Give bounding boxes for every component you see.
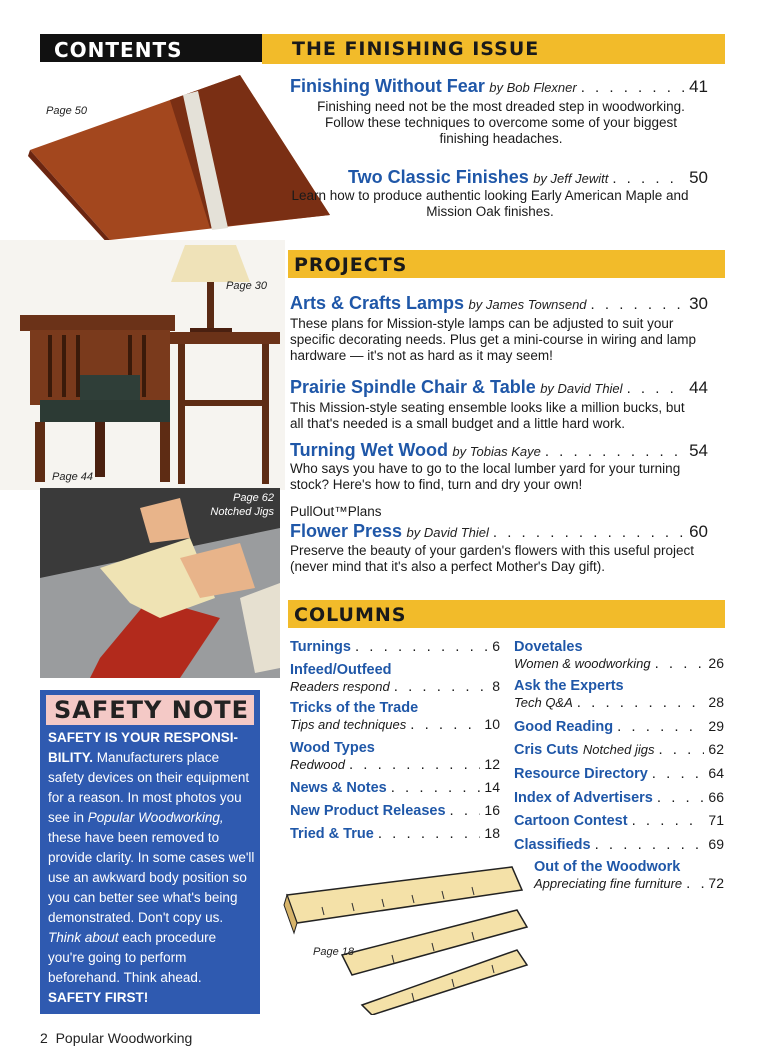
column-page: 66 (708, 789, 724, 805)
article-desc: Who says you have to go to the local lumber yard for your turning stock? Here's how to find, turn and dry your own! (290, 461, 681, 492)
column-subtitle: Notched jigs (582, 742, 655, 757)
magazine-name: Popular Woodworking (55, 1030, 193, 1046)
contents-bar (40, 34, 262, 62)
article-page: 44 (689, 378, 708, 397)
column-page: 14 (484, 779, 500, 795)
article-author: by David Thiel (406, 525, 489, 540)
column-cartoon-contest[interactable] (514, 812, 724, 829)
column-page: 16 (484, 802, 500, 818)
column-page: 72 (708, 875, 724, 891)
article-page: 54 (689, 441, 708, 460)
safety-note-text (48, 728, 256, 1008)
article-prairie-spindle-chair[interactable] (290, 377, 708, 398)
contents-label: CONTENTS (54, 38, 183, 62)
column-tried-true[interactable] (290, 825, 500, 842)
page-footer (40, 1030, 192, 1046)
column-page: 26 (708, 655, 724, 671)
article-desc: These plans for Mission-style lamps can be adjusted to suit your specific decorating needs. Plus get a mini-course in wiring and lamp hardware — it's not as hard as it may seem! (290, 316, 696, 363)
column-classifieds[interactable] (514, 836, 724, 853)
issue-label: THE FINISHING ISSUE (292, 38, 540, 60)
column-title: Turnings (290, 639, 351, 655)
article-desc: This Mission-style seating ensemble looks like a million bucks, but all that's needed is a small budget and a little hard work. (290, 400, 685, 431)
column-page: 62 (708, 741, 724, 757)
chair-lamp-image (0, 240, 285, 490)
safety-magazine-name: Popular Woodworking, (87, 810, 224, 825)
column-title: Out of the Woodwork (534, 859, 681, 875)
article-finishing-without-fear[interactable] (290, 76, 708, 97)
column-title: Cartoon Contest (514, 813, 628, 829)
column-dovetales[interactable] (514, 639, 724, 672)
column-title: New Product Releases (290, 803, 446, 819)
column-subtitle: Redwood (290, 757, 345, 772)
article-author: by Tobias Kaye (452, 444, 541, 459)
caption-page-62 (200, 491, 274, 519)
article-author: by Jeff Jewitt (533, 171, 609, 186)
column-page: 64 (708, 765, 724, 781)
column-title: News & Notes (290, 780, 387, 796)
column-title: Wood Types (290, 740, 375, 756)
page-number: 2 (40, 1030, 48, 1046)
column-good-reading[interactable] (514, 718, 724, 735)
article-turning-wet-wood[interactable] (290, 440, 708, 461)
finishing-issue-bar (262, 34, 725, 64)
caption-page-30: Page 30 (226, 280, 267, 292)
column-resource-directory[interactable] (514, 765, 724, 782)
safety-body-1: Manufacturers place safety devices on their equipment for a reason. In most photos you see in (48, 750, 250, 825)
column-page: 18 (484, 825, 500, 841)
article-desc: Learn how to produce authentic looking Early American Maple and Mission Oak finishes. (291, 188, 689, 219)
article-title: Prairie Spindle Chair & Table (290, 377, 536, 397)
column-title: Tricks of the Trade (290, 700, 419, 716)
column-ask-the-experts[interactable] (514, 678, 724, 711)
article-page: 41 (689, 77, 708, 96)
column-page: 10 (484, 716, 500, 732)
safety-body-2: these have been removed to provide clarity. In some cases we'll use an awkward body position so you can better see what's being demonstrated. Don't copy us. (48, 830, 255, 925)
article-two-classic-finishes[interactable] (348, 167, 708, 188)
caption-page-50: Page 50 (46, 105, 87, 117)
safety-note-box (40, 690, 260, 1014)
column-page: 8 (492, 678, 500, 694)
column-title: Index of Advertisers (514, 790, 653, 806)
column-cris-cuts[interactable] (514, 741, 724, 759)
column-new-product-releases[interactable] (290, 802, 500, 819)
column-page: 69 (708, 836, 724, 852)
safety-note-heading: SAFETY NOTE (54, 696, 250, 724)
caption-page-number: Page 62 (233, 492, 274, 504)
column-index-of-advertisers[interactable] (514, 789, 724, 806)
column-title: Good Reading (514, 719, 614, 735)
column-page: 71 (708, 812, 724, 828)
article-title: Finishing Without Fear (290, 76, 485, 96)
article-page: 60 (689, 522, 708, 541)
article-title: Arts & Crafts Lamps (290, 293, 465, 313)
projects-label: PROJECTS (294, 254, 408, 276)
column-turnings[interactable] (290, 638, 500, 655)
columns-label: COLUMNS (294, 604, 407, 626)
article-title: Flower Press (290, 521, 403, 541)
safety-think-about: Think about (48, 930, 119, 945)
column-page: 12 (484, 756, 500, 772)
column-title: Infeed/Outfeed (290, 662, 392, 678)
caption-notched-jigs: Notched Jigs (210, 506, 274, 518)
columns-bar (288, 600, 725, 628)
column-subtitle: Readers respond (290, 679, 390, 694)
column-subtitle: Tips and techniques (290, 717, 407, 732)
column-title: Resource Directory (514, 766, 648, 782)
caption-page-18: Page 18 (313, 946, 354, 958)
column-title: Dovetales (514, 639, 583, 655)
article-author: by James Townsend (468, 297, 587, 312)
column-out-of-the-woodwork[interactable] (534, 859, 724, 892)
column-page: 28 (708, 694, 724, 710)
column-tricks-of-the-trade[interactable] (290, 700, 500, 733)
column-infeed-outfeed[interactable] (290, 662, 500, 695)
column-title: Ask the Experts (514, 678, 624, 694)
column-page: 6 (492, 638, 500, 654)
folding-ruler-illustration (282, 855, 532, 1015)
column-title: Classifieds (514, 837, 591, 853)
column-subtitle: Appreciating fine furniture (534, 876, 683, 891)
column-subtitle: Tech Q&A (514, 695, 573, 710)
article-author: by Bob Flexner (489, 80, 577, 95)
safety-lead: SAFETY IS YOUR RESPONSI-BILITY. (48, 730, 239, 765)
pullout-plans-label: PullOut™Plans (290, 504, 382, 519)
article-page: 30 (689, 294, 708, 313)
finish-board-image (0, 70, 340, 250)
article-author: by David Thiel (540, 381, 623, 396)
column-title: Cris Cuts (514, 742, 579, 758)
article-title: Two Classic Finishes (348, 167, 529, 187)
projects-bar (288, 250, 725, 278)
safety-body-3: each procedure you're going to perform beforehand. Think ahead. (48, 930, 217, 985)
column-title: Tried & True (290, 826, 374, 842)
column-news-notes[interactable] (290, 779, 500, 796)
column-wood-types[interactable] (290, 740, 500, 773)
column-page: 29 (708, 718, 724, 734)
safety-first: SAFETY FIRST! (48, 990, 149, 1005)
article-flower-press[interactable] (290, 521, 708, 542)
safety-note-heading-bg (46, 695, 254, 725)
article-desc: Preserve the beauty of your garden's flowers with this useful project (never mind that it's also a perfect Mother's Day gift). (290, 543, 695, 574)
article-arts-crafts-lamps[interactable] (290, 293, 708, 314)
article-title: Turning Wet Wood (290, 440, 448, 460)
article-desc: Finishing need not be the most dreaded step in woodworking. Follow these techniques to overcome some of your biggest finishing headaches. (317, 99, 685, 146)
caption-page-44: Page 44 (52, 471, 93, 483)
article-page: 50 (689, 168, 708, 187)
column-subtitle: Women & woodworking (514, 656, 651, 671)
